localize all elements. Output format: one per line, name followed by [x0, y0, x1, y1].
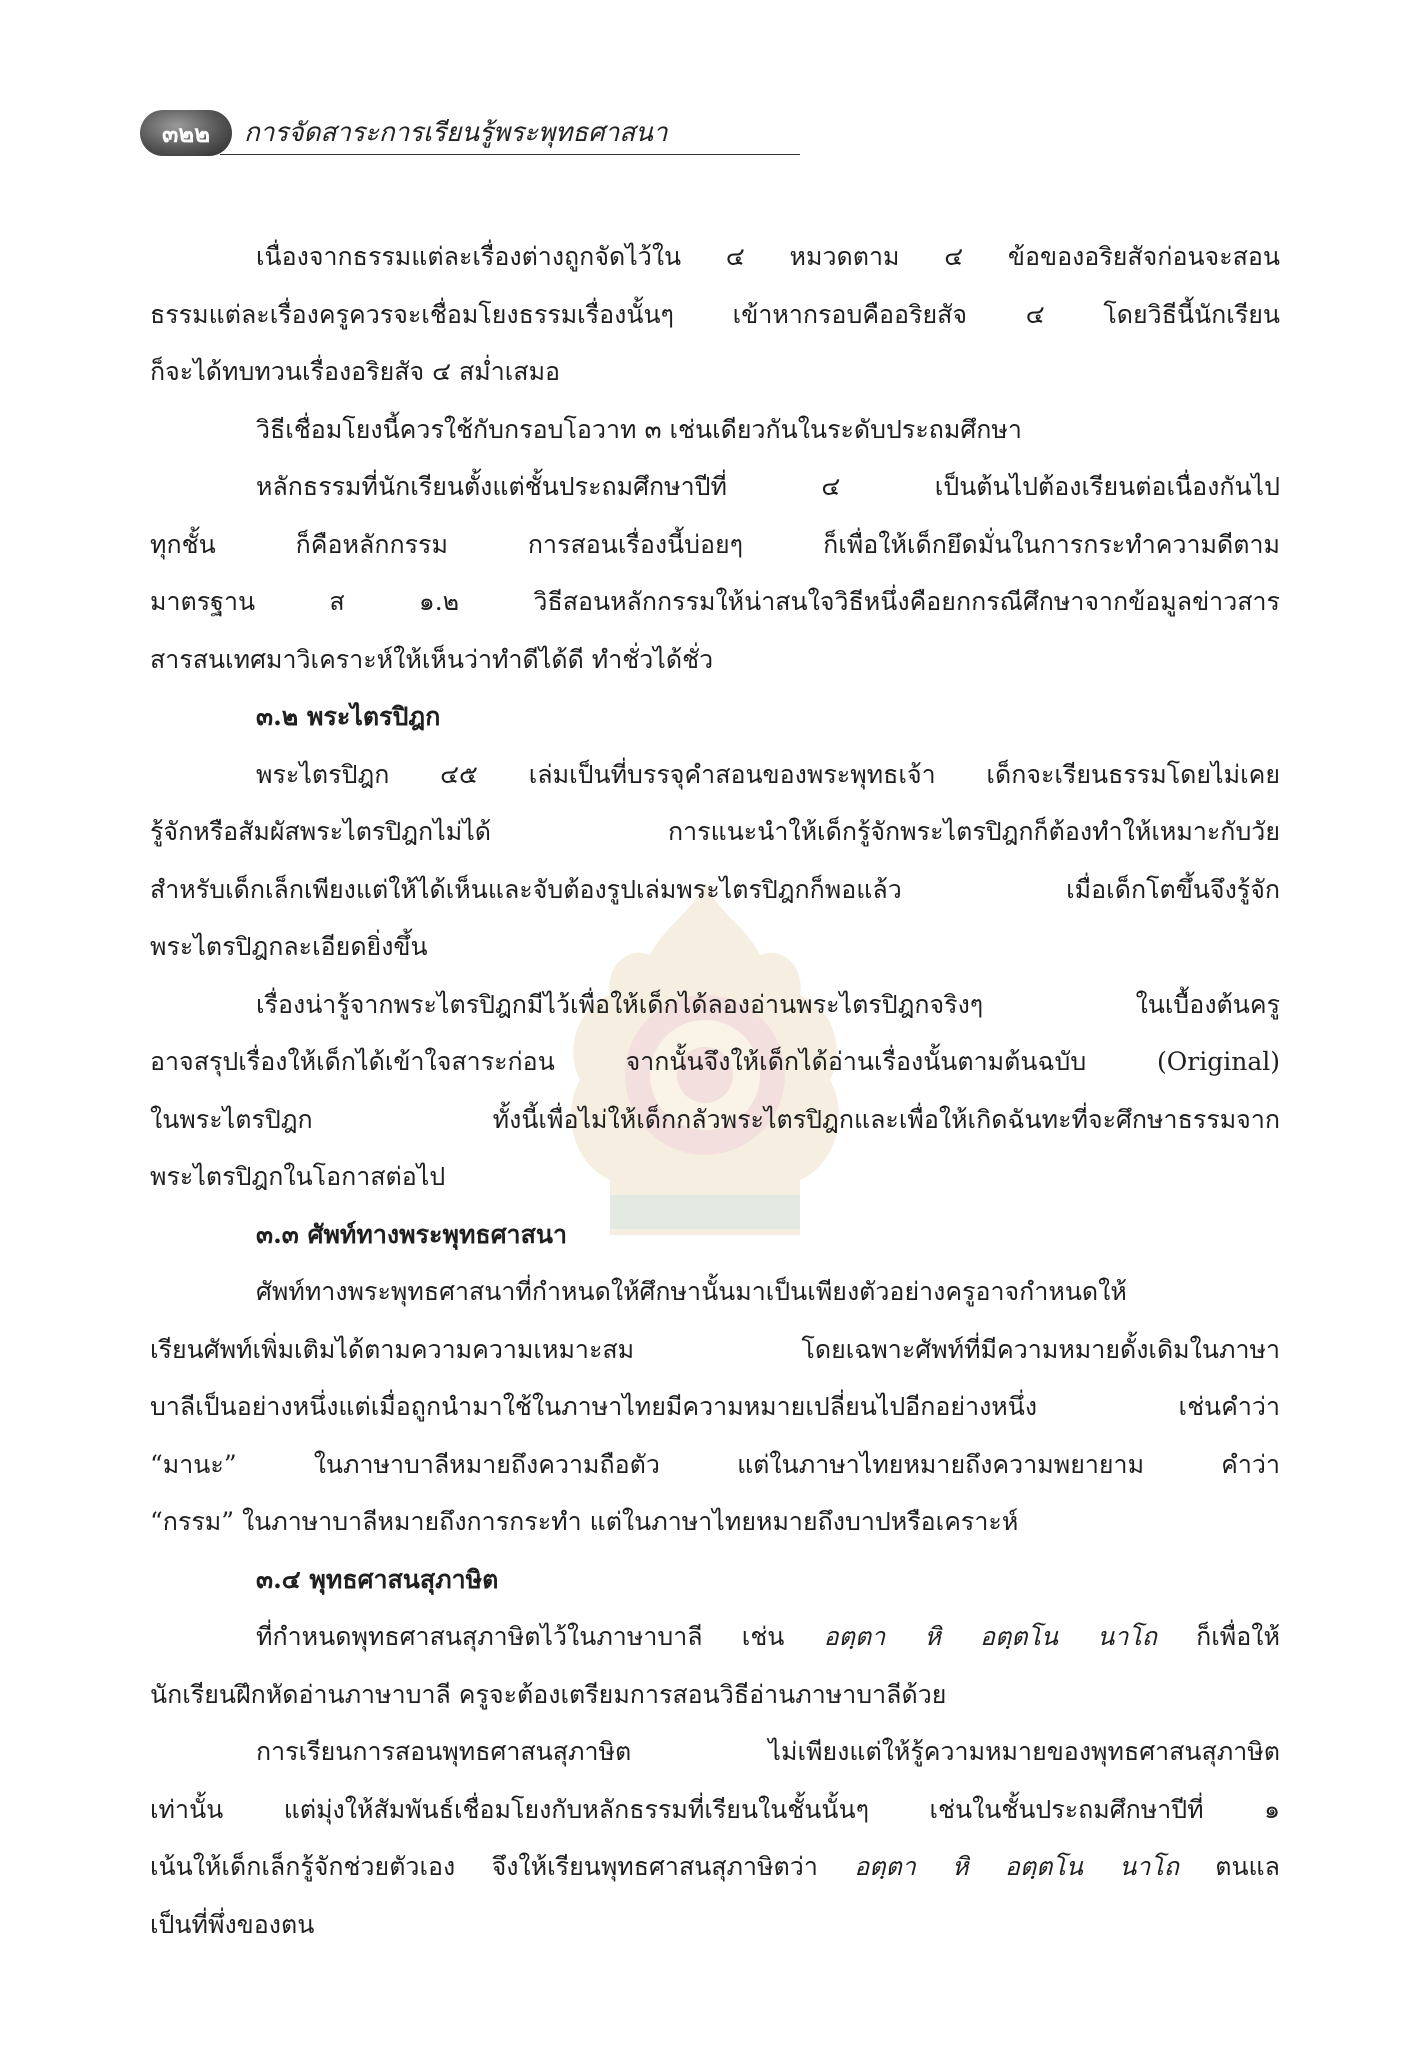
- paragraph-line: วิธีเชื่อมโยงนี้ควรใช้กับกรอบโอวาท ๓ เช่นเดียวกันในระดับประถมศึกษา: [256, 414, 1022, 444]
- paragraph-line: นักเรียนฝึกหัดอ่านภาษาบาลี ครูจะต้องเตรียมการสอนวิธีอ่านภาษาบาลีด้วย: [150, 1679, 947, 1709]
- section-heading-3-2: ๓.๒ พระไตรปิฎก: [256, 702, 441, 731]
- paragraph-line: พระไตรปิฎกในโอกาสต่อไป: [150, 1162, 446, 1191]
- paragraph-line: ในพระไตรปิฎก ทั้งนี้เพื่อไม่ให้เด็กกลัวพระไตรปิฎกและเพื่อให้เกิดฉันทะที่จะศึกษาธรรมจาก: [150, 1104, 1280, 1134]
- paragraph-line: “มานะ” ในภาษาบาลีหมายถึงความถือตัว แต่ในภาษาไทยหมายถึงความพยายาม คำว่า: [150, 1449, 1280, 1479]
- paragraph-line: อาจสรุปเรื่องให้เด็กได้เข้าใจสาระก่อน จากนั้นจึงให้เด็กได้อ่านเรื่องนั้นตามต้นฉบับ (Original): [150, 1047, 1280, 1076]
- paragraph-line: เป็นที่พึ่งของตน: [150, 1909, 315, 1939]
- paragraph-line: เรื่องน่ารู้จากพระไตรปิฎกมีไว้เพื่อให้เด็กได้ลองอ่านพระไตรปิฎกจริงๆ ในเบื้องต้นครู: [256, 989, 1280, 1019]
- paragraph-line: ก็จะได้ทบทวนเรื่องอริยสัจ ๔ สม่ำเสมอ: [150, 357, 561, 386]
- paragraph-line: มาตรฐาน ส ๑.๒ วิธีสอนหลักกรรมให้น่าสนใจวิธีหนึ่งคือยกกรณีศึกษาจากข้อมูลข่าวสาร: [150, 587, 1280, 616]
- page-body: [150, 228, 1280, 1953]
- paragraph-line: หลักธรรมที่นักเรียนตั้งแต่ชั้นประถมศึกษาปีที่ ๔ เป็นต้นไปต้องเรียนต่อเนื่องกันไป: [256, 472, 1280, 501]
- paragraph-line: พระไตรปิฎก ๔๕ เล่มเป็นที่บรรจุคำสอนของพระพุทธเจ้า เด็กจะเรียนธรรมโดยไม่เคย: [256, 759, 1280, 789]
- paragraph-line: เท่านั้น แต่มุ่งให้สัมพันธ์เชื่อมโยงกับหลักธรรมที่เรียนในชั้นนั้นๆ เช่นในชั้นประถมศึกษาปีที่ ๑: [150, 1794, 1280, 1824]
- paragraph-line: บาลีเป็นอย่างหนึ่งแต่เมื่อถูกนำมาใช้ในภาษาไทยมีความหมายเปลี่ยนไปอีกอย่างหนึ่ง เช่นคำว่า: [150, 1392, 1280, 1421]
- paragraph-line: สำหรับเด็กเล็กเพียงแต่ให้ได้เห็นและจับต้องรูปเล่มพระไตรปิฎกก็พอแล้ว เมื่อเด็กโตขึ้นจึงรู้จัก: [150, 874, 1280, 904]
- page-header: [140, 102, 680, 162]
- paragraph-line: เรียนศัพท์เพิ่มเติมได้ตามความความเหมาะสม โดยเฉพาะศัพท์ที่มีความหมายดั้งเดิมในภาษา: [150, 1334, 1280, 1364]
- paragraph-line: [150, 1608, 1280, 1666]
- paragraph-line: รู้จักหรือสัมผัสพระไตรปิฎกไม่ได้ การแนะนำให้เด็กรู้จักพระไตรปิฎกก็ต้องทำให้เหมาะกับวัย: [150, 817, 1280, 846]
- paragraph-line: “กรรม” ในภาษาบาลีหมายถึงการกระทำ แต่ในภาษาไทยหมายถึงบาปหรือเคราะห์: [150, 1507, 1019, 1536]
- paragraph-line: ธรรมแต่ละเรื่องครูควรจะเชื่อมโยงธรรมเรื่องนั้นๆ เข้าหากรอบคืออริยสัจ ๔ โดยวิธีนี้นักเรียน: [150, 299, 1280, 329]
- pali-phrase: อตฺตา หิ อตฺตโน นาโถ: [823, 1622, 1157, 1651]
- paragraph-line: [150, 1838, 1280, 1896]
- paragraph-line: การเรียนการสอนพุทธศาสนสุภาษิต ไม่เพียงแต่ให้รู้ความหมายของพุทธศาสนสุภาษิต: [256, 1737, 1280, 1766]
- paragraph-line: ศัพท์ทางพระพุทธศาสนาที่กำหนดให้ศึกษานั้นมาเป็นเพียงตัวอย่างครูอาจกำหนดให้: [256, 1277, 1127, 1306]
- paragraph-line: สารสนเทศมาวิเคราะห์ให้เห็นว่าทำดีได้ดี ทำชั่วได้ชั่ว: [150, 644, 714, 674]
- running-title: การจัดสาระการเรียนรู้พระพุทธศาสนา: [244, 118, 668, 148]
- text-run: ที่กำหนดพุทธศาสนสุภาษิตไว้ในภาษาบาลี เช่น: [256, 1622, 824, 1651]
- paragraph-line: เนื่องจากธรรมแต่ละเรื่องต่างถูกจัดไว้ใน ๔ หมวดตาม ๔ ข้อของอริยสัจก่อนจะสอน: [256, 242, 1280, 271]
- text-run: ตนแล: [1178, 1852, 1280, 1881]
- section-heading-3-3: ๓.๓ ศัพท์ทางพระพุทธศาสนา: [256, 1219, 567, 1249]
- paragraph-line: ทุกชั้น ก็คือหลักกรรม การสอนเรื่องนี้บ่อยๆ ก็เพื่อให้เด็กยึดมั่นในการกระทำความดีตาม: [150, 529, 1280, 559]
- text-run: ก็เพื่อให้: [1156, 1622, 1280, 1651]
- section-heading-3-4: ๓.๔ พุทธศาสนสุภาษิต: [256, 1564, 499, 1594]
- text-run: เน้นให้เด็กเล็กรู้จักช่วยตัวเอง จึงให้เรียนพุทธศาสนสุภาษิตว่า: [150, 1852, 855, 1881]
- header-rule: [220, 154, 800, 155]
- paragraph-line: พระไตรปิฎกละเอียดยิ่งขึ้น: [150, 932, 428, 961]
- page-number-badge: ๓๒๒: [140, 110, 232, 156]
- pali-phrase: อตฺตา หิ อตฺตโน นาโถ: [854, 1852, 1179, 1881]
